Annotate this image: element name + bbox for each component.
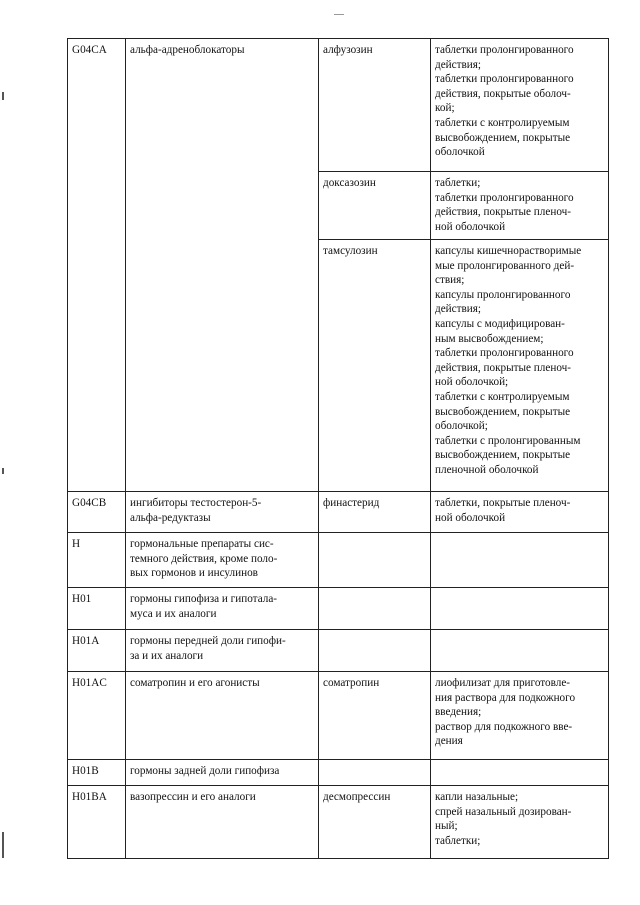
dosage-form-cell: таблетки пролонгированного действия; таблетки пролонгированного действия, покрытые оболоч- кой; таблетки с контролируемым высвобождением, покрытые оболочкой <box>431 39 609 172</box>
drug-classification-table <box>67 38 609 859</box>
drug-name-cell <box>319 588 431 630</box>
dosage-form-cell: лиофилизат для приготовле- ния раствора для подкожного введения; раствор для подкожного вве- дения <box>431 672 609 760</box>
drug-name-cell: тамсулозин <box>319 240 431 492</box>
dosage-form-cell: капли назальные; спрей назальный дозирован- ный; таблетки; <box>431 786 609 859</box>
drug-name-cell: соматропин <box>319 672 431 760</box>
table-row <box>68 760 609 786</box>
margin-mark <box>2 832 4 858</box>
drug-name-cell: финастерид <box>319 492 431 533</box>
atc-code-cell: H <box>68 533 126 588</box>
table-row <box>68 630 609 672</box>
table-row <box>68 588 609 630</box>
dosage-form-cell: таблетки, покрытые пленоч- ной оболочкой <box>431 492 609 533</box>
table-row <box>68 533 609 588</box>
atc-code-cell: H01BA <box>68 786 126 859</box>
group-name-cell: вазопрессин и его аналоги <box>126 786 319 859</box>
drug-name-cell: алфузозин <box>319 39 431 172</box>
margin-mark <box>2 92 4 100</box>
drug-name-cell: десмопрессин <box>319 786 431 859</box>
dosage-form-cell: капсулы кишечнорастворимые мые пролонгированного дей- ствия; капсулы пролонгированного действия; капсулы с модифицирован- ным высвобождением; таблетки пролонгированного действия, покрытые пленоч- ной оболочкой; таблетки с контролируемым высвобождением, покрытые оболочкой; таблетки с пролонгированным высвобождением, покрытые пленочной оболочкой <box>431 240 609 492</box>
group-name-cell: соматропин и его агонисты <box>126 672 319 760</box>
atc-code-cell: G04CA <box>68 39 126 492</box>
atc-code-cell: H01B <box>68 760 126 786</box>
atc-code-cell: G04CB <box>68 492 126 533</box>
dosage-form-cell <box>431 588 609 630</box>
dosage-form-cell <box>431 533 609 588</box>
dosage-form-cell: таблетки; таблетки пролонгированного действия, покрытые пленоч- ной оболочкой <box>431 172 609 240</box>
drug-name-cell <box>319 533 431 588</box>
group-name-cell: гормоны гипофиза и гипотала- муса и их аналоги <box>126 588 319 630</box>
atc-code-cell: H01AC <box>68 672 126 760</box>
atc-code-cell: H01A <box>68 630 126 672</box>
table-row <box>68 672 609 760</box>
drug-name-cell <box>319 760 431 786</box>
group-name-cell: альфа-адреноблокаторы <box>126 39 319 492</box>
table-row <box>68 786 609 859</box>
dosage-form-cell <box>431 630 609 672</box>
group-name-cell: гормональные препараты сис- темного действия, кроме поло- вых гормонов и инсулинов <box>126 533 319 588</box>
group-name-cell: ингибиторы тестостерон-5- альфа-редуктазы <box>126 492 319 533</box>
table-row <box>68 39 609 172</box>
group-name-cell: гормоны передней доли гипофи- за и их аналоги <box>126 630 319 672</box>
margin-mark <box>2 468 4 474</box>
group-name-cell: гормоны задней доли гипофиза <box>126 760 319 786</box>
drug-name-cell <box>319 630 431 672</box>
dosage-form-cell <box>431 760 609 786</box>
atc-code-cell: H01 <box>68 588 126 630</box>
drug-name-cell: доксазозин <box>319 172 431 240</box>
table-row <box>68 492 609 533</box>
page-header-mark <box>334 14 344 15</box>
